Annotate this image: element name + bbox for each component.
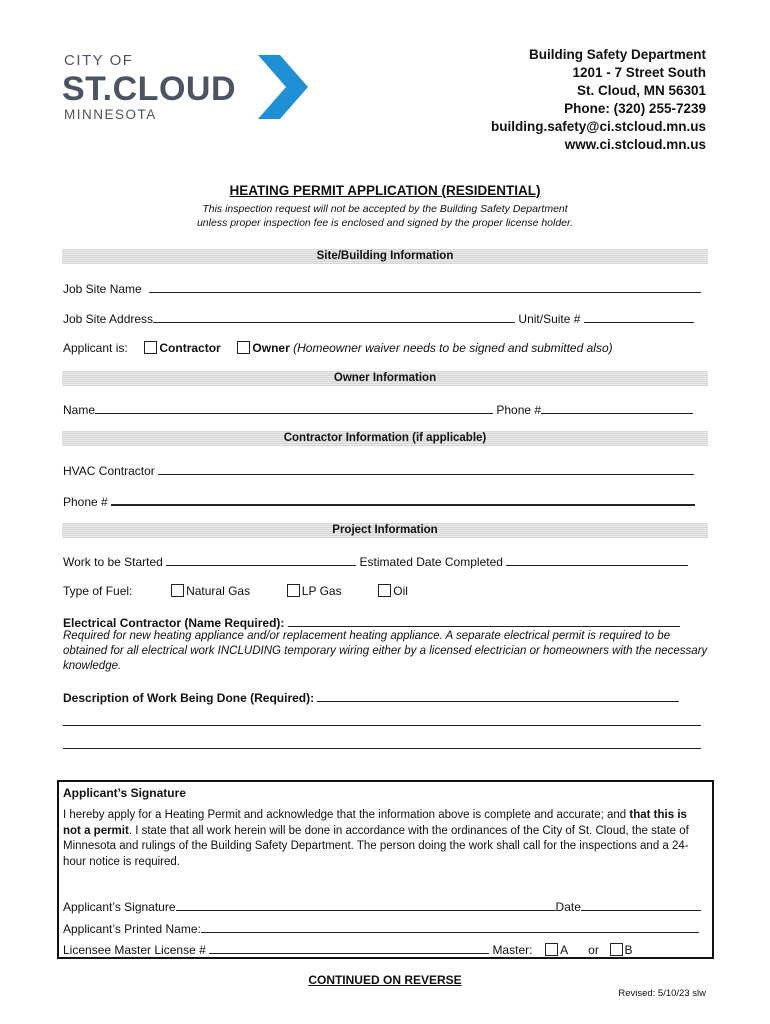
job-site-address-row — [63, 311, 694, 326]
lp-gas-checkbox[interactable] — [287, 584, 300, 597]
master-b-label: B — [624, 943, 633, 957]
owner-checkbox[interactable] — [237, 341, 250, 354]
owner-name-label: Name — [63, 403, 96, 417]
owner-phone-field[interactable] — [541, 402, 693, 414]
department-web[interactable]: www.ci.stcloud.mn.us — [564, 137, 706, 152]
unit-suite-field[interactable] — [584, 311, 694, 323]
applicant-signature-row — [63, 899, 701, 914]
department-name: Building Safety Department — [528, 47, 706, 62]
contractor-phone-label: Phone # — [63, 495, 108, 509]
fuel-type-label: Type of Fuel: — [63, 584, 133, 598]
description-field-line-3[interactable] — [63, 748, 701, 749]
electrical-contractor-field[interactable] — [288, 615, 680, 627]
logo-city-of: CITY OF — [64, 52, 134, 69]
date-label: Date — [555, 900, 581, 914]
owner-name-field[interactable] — [95, 402, 493, 414]
project-dates-row — [63, 554, 688, 569]
section-owner-header: Owner Information — [62, 371, 708, 386]
est-completed-field[interactable] — [506, 554, 688, 566]
work-started-label: Work to be Started — [63, 555, 163, 569]
description-label: Description of Work Being Done (Required): — [63, 691, 315, 705]
hvac-contractor-field[interactable] — [158, 463, 694, 475]
electrical-note: Required for new heating appliance and/or replacement heating appliance. A separate electrical permit is required to be obtained for all electrical work INCLUDING temporary wiring either by a licensed electrician or homeowners with the necessary knowledge. — [63, 630, 708, 672]
section-contractor-header: Contractor Information (if applicable) — [62, 431, 708, 446]
oil-label: Oil — [393, 584, 408, 598]
license-label: Licensee Master License # — [63, 943, 206, 957]
master-b-checkbox[interactable] — [610, 943, 623, 956]
revision-note: Revised: 5/10/23 slw — [618, 988, 706, 999]
printed-name-label: Applicant’s Printed Name: — [63, 922, 201, 936]
contractor-phone-row — [63, 493, 695, 509]
date-field[interactable] — [581, 899, 701, 911]
electrical-contractor-row — [63, 615, 680, 630]
contractor-checkbox[interactable] — [144, 341, 157, 354]
section-site-header: Site/Building Information — [62, 249, 708, 264]
subtitle-line-2: unless proper inspection fee is enclosed and signed by the proper license holder. — [196, 217, 574, 229]
oil-checkbox[interactable] — [378, 584, 391, 597]
statement-part-2: . I state that all work herein will be done in accordance with the ordinances of the City of St. Cloud, the state of Minnesota and rulings of the Building Safety Department. The person doing the work shall call for the inspections and a 24-hour notice is required. — [63, 824, 689, 868]
signature-heading: Applicant’s Signature — [63, 786, 186, 800]
lp-gas-label: LP Gas — [301, 584, 342, 598]
department-email[interactable]: building.safety@ci.stcloud.mn.us — [491, 119, 706, 134]
section-project-header: Project Information — [62, 523, 708, 538]
license-field[interactable] — [209, 942, 489, 954]
job-site-name-field[interactable] — [149, 281, 701, 293]
unit-suite-label: Unit/Suite # — [518, 312, 581, 326]
owner-waiver-note: (Homeowner waiver needs to be signed and submitted also) — [293, 341, 613, 355]
description-field-line-2[interactable] — [63, 725, 701, 726]
electrical-contractor-label: Electrical Contractor (Name Required): — [63, 616, 285, 630]
department-street: 1201 - 7 Street South — [572, 65, 706, 80]
signature-statement — [63, 808, 703, 870]
logo-name: ST.CLOUD — [62, 70, 236, 108]
work-started-field[interactable] — [166, 554, 356, 566]
master-a-label: A — [560, 943, 568, 957]
job-site-name-label: Job Site Name — [63, 282, 142, 296]
applicant-signature-label: Applicant’s Signature — [63, 900, 176, 914]
license-row — [63, 942, 633, 957]
statement-part-1: I hereby apply for a Heating Permit and acknowledge that the information above is complete and accurate; and — [63, 809, 630, 821]
department-city: St. Cloud, MN 56301 — [576, 83, 706, 98]
owner-option-label: Owner — [252, 341, 290, 355]
applicant-label: Applicant is: — [63, 341, 128, 355]
hvac-contractor-row — [63, 463, 694, 478]
owner-row — [63, 402, 693, 417]
department-phone: Phone: (320) 255-7239 — [564, 101, 706, 116]
applicant-type-row — [63, 341, 613, 355]
owner-phone-label: Phone # — [496, 403, 542, 417]
description-row — [63, 690, 679, 705]
est-completed-label: Estimated Date Completed — [359, 555, 503, 569]
printed-name-row — [63, 921, 699, 936]
master-label: Master: — [492, 943, 533, 957]
department-address — [491, 46, 706, 154]
form-title: HEATING PERMIT APPLICATION (RESIDENTIAL) — [229, 183, 541, 198]
master-a-checkbox[interactable] — [545, 943, 558, 956]
continued-on-reverse: CONTINUED ON REVERSE — [308, 973, 462, 987]
or-label: or — [588, 943, 599, 957]
applicant-signature-field[interactable] — [176, 899, 556, 911]
printed-name-field[interactable] — [201, 921, 699, 933]
natural-gas-checkbox[interactable] — [171, 584, 184, 597]
statement-bold: that this is not a permit — [63, 809, 687, 837]
description-field-line-1[interactable] — [317, 690, 679, 702]
fuel-type-row — [63, 584, 408, 598]
contractor-phone-field[interactable] — [111, 493, 695, 506]
form-subtitle — [0, 202, 770, 230]
job-site-address-label: Job Site Address — [63, 312, 154, 326]
logo-state: MINNESOTA — [64, 107, 157, 122]
job-site-name-row — [63, 281, 701, 296]
natural-gas-label: Natural Gas — [186, 584, 251, 598]
contractor-option-label: Contractor — [159, 341, 221, 355]
logo-chevron-icon — [258, 55, 308, 119]
job-site-address-field[interactable] — [153, 311, 515, 323]
hvac-contractor-label: HVAC Contractor — [63, 464, 155, 478]
subtitle-line-1: This inspection request will not be accepted by the Building Safety Department — [202, 203, 568, 215]
